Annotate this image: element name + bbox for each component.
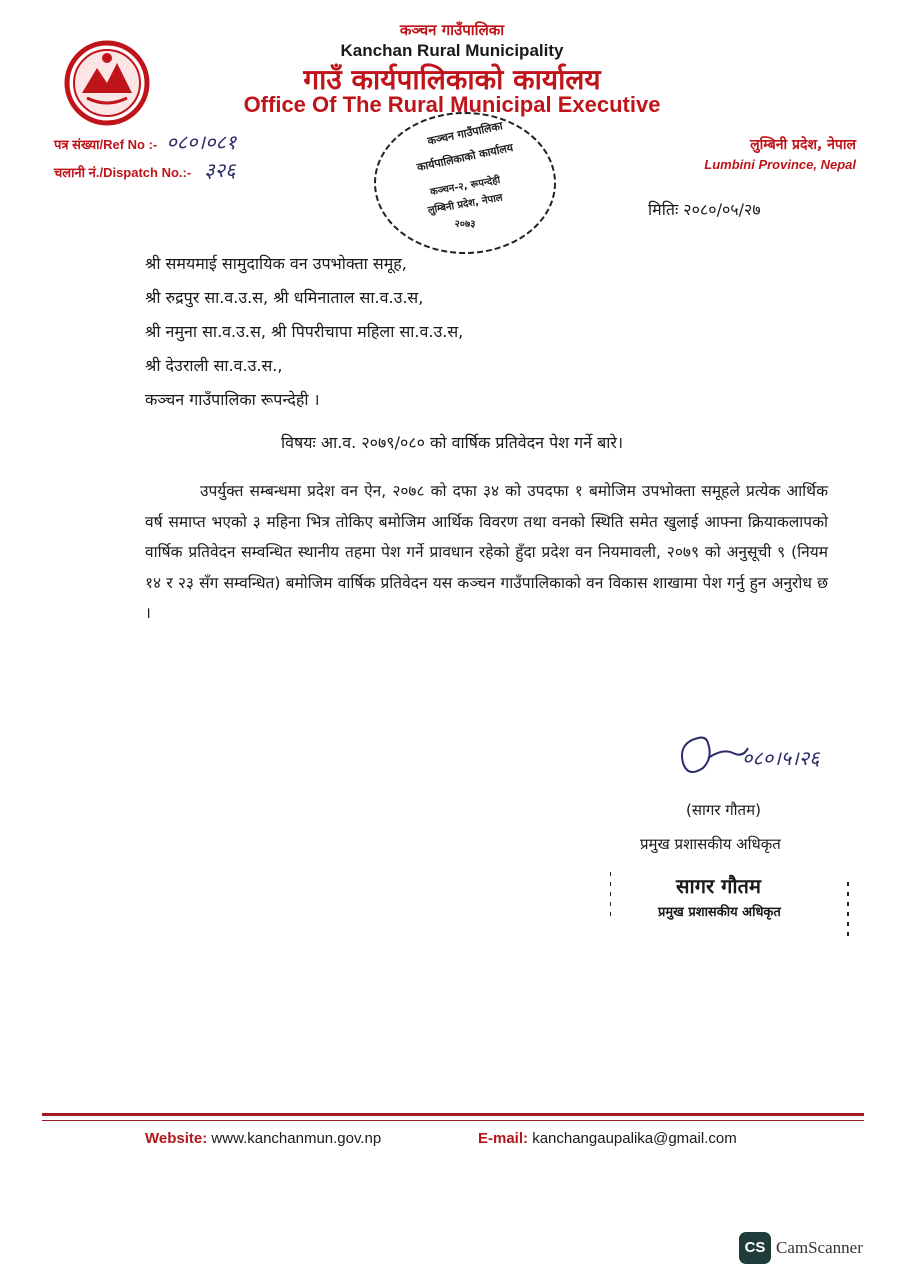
footer-divider-thick — [42, 1113, 864, 1116]
dispatch-no-label: चलानी नं./Dispatch No.:- — [54, 165, 192, 180]
office-round-stamp — [370, 108, 560, 258]
stamp-line-5: २०७३ — [454, 219, 476, 230]
website-label: Website: — [145, 1130, 208, 1147]
province-english: Lumbini Province, Nepal — [704, 157, 856, 172]
email-label: E-mail: — [478, 1130, 529, 1147]
addressee-line: कञ्चन गाउँपालिका रूपन्देही । — [145, 390, 320, 409]
stamp-line-4: लुम्बिनी प्रदेश, नेपाल — [427, 192, 504, 217]
ref-no-value: ०८०।०८१ — [166, 130, 237, 154]
signature-date: ०८०।५।२६ — [742, 746, 820, 770]
addressee-line: श्री समयमाई सामुदायिक वन उपभोक्ता समूह, — [145, 254, 407, 273]
stamp-line-2: कार्यपालिकाको कार्यालय — [415, 140, 515, 175]
stamp-line-3: कञ्चन-२, रूपन्देही — [429, 174, 502, 199]
footer-divider-thin — [42, 1120, 864, 1121]
email-link[interactable]: kanchangaupalika@gmail.com — [532, 1130, 737, 1147]
addressee-line: श्री देउराली सा.व.उ.स., — [145, 356, 283, 375]
stamp-signatory-title: प्रमुख प्रशासकीय अधिकृत — [658, 905, 781, 920]
dispatch-no-row — [54, 156, 235, 183]
signatory-name: (सागर गौतम) — [686, 801, 761, 819]
ref-no-row — [54, 128, 236, 155]
dispatch-no-value: ३२६ — [204, 158, 236, 182]
addressee-line: श्री रुद्रपुर सा.व.उ.स, श्री धमिनाताल सा.व.उ.स, — [145, 288, 424, 307]
signatory-title: प्रमुख प्रशासकीय अधिकृत — [640, 835, 781, 853]
letter-body — [145, 476, 828, 629]
municipality-name-english: Kanchan Rural Municipality — [340, 41, 564, 60]
stamp-line-1: कञ्चन गाउँपालिका — [426, 119, 504, 148]
ref-no-label: पत्र संख्या/Ref No :- — [54, 137, 158, 152]
letter-body-text: उपर्युक्त सम्बन्धमा प्रदेश वन ऐन, २०७८ को दफा ३४ को उपदफा १ बमोजिम उपभोक्ता समूहले प्रत्येक आर्थिक वर्ष समाप्त भएको ३ महिना भित्र तोकिए बमोजिम आर्थिक विवरण तथा वनको स्थिति समेत खुलाई आफ्ना क्रियाकलापको वार्षिक प्रतिवेदन सम्वन्धित स्थानीय तहमा पेश गर्ने प्रावधान रहेको हुँदा प्रदेश वन नियमावली, २०७९ को अनुसूची ९ (नियम १४ र २३ सँग सम्वन्धित) बमोजिम वार्षिक प्रतिवेदन यस कञ्चन गाउँपालिकाको वन विकास शाखामा पेश गर्नु हुन अनुरोध छ । — [145, 482, 828, 622]
camscanner-watermark: CamScanner — [776, 1238, 863, 1257]
website-link[interactable]: www.kanchanmun.gov.np — [211, 1130, 382, 1147]
letter-date: मितिः २०८०/०५/२७ — [648, 200, 761, 219]
province-nepali: लुम्बिनी प्रदेश, नेपाल — [750, 137, 856, 153]
municipality-name-nepali: कञ्चन गाउँपालिका — [399, 21, 505, 39]
letter-subject: विषयः आ.व. २०७९/०८० को वार्षिक प्रतिवेदन पेश गर्ने बारे। — [280, 433, 624, 452]
stamp-signatory-name: सागर गौतम — [676, 874, 761, 898]
office-title-nepali: गाउँ कार्यपालिकाको कार्यालय — [303, 63, 601, 96]
camscanner-logo-icon: CS — [739, 1232, 771, 1264]
addressee-line: श्री नमुना सा.व.उ.स, श्री पिपरीचापा महिला सा.व.उ.स, — [145, 322, 464, 341]
footer-email — [478, 1130, 737, 1147]
office-title-english: Office Of The Rural Municipal Executive — [243, 92, 661, 117]
footer-website — [145, 1130, 381, 1147]
